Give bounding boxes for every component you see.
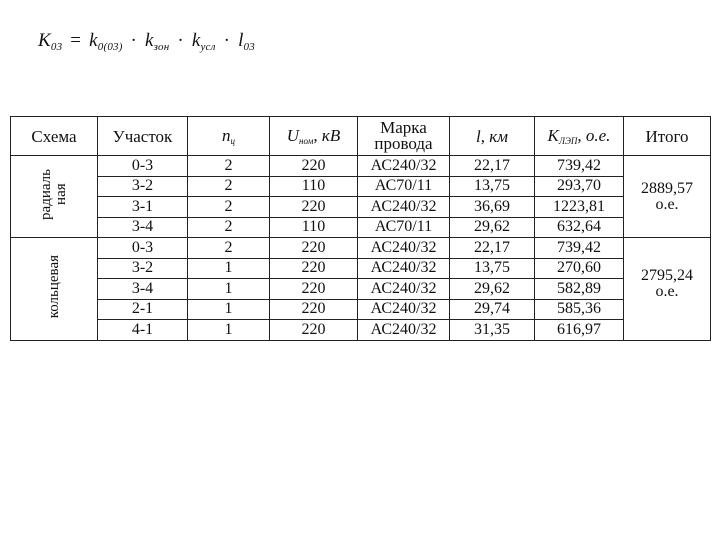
- header-length: l, км: [450, 117, 535, 156]
- cell-cost: 1223,81: [535, 197, 624, 218]
- formula-l: l: [238, 30, 244, 51]
- cell-cost: 632,64: [535, 217, 624, 238]
- formula-lhs: K: [38, 30, 51, 51]
- cell-voltage: 220: [270, 197, 358, 218]
- header-circuits: nц: [188, 117, 270, 156]
- cell-wire-brand: АС240/32: [358, 197, 450, 218]
- formula-kusl: k: [191, 30, 201, 51]
- cell-wire-brand: АС70/11: [358, 176, 450, 197]
- header-total: Итого: [624, 117, 711, 156]
- table-row: [11, 320, 711, 341]
- cell-circuits: 1: [188, 320, 270, 341]
- formula-kzon: k: [145, 30, 154, 51]
- table-row: [11, 197, 711, 218]
- cell-wire-brand: АС70/11: [358, 217, 450, 238]
- cell-voltage: 220: [270, 279, 358, 300]
- cell-wire-brand: АС240/32: [358, 299, 450, 320]
- formula-k0-sub: 0(03): [97, 41, 123, 53]
- cell-section: 0-3: [98, 156, 188, 177]
- cell-cost: 739,42: [535, 238, 624, 259]
- cell-cost: 582,89: [535, 279, 624, 300]
- cell-wire-brand: АС240/32: [358, 258, 450, 279]
- header-voltage: Uном, кВ: [270, 117, 358, 156]
- cell-section: 3-2: [98, 258, 188, 279]
- cell-circuits: 2: [188, 156, 270, 177]
- cell-section: 2-1: [98, 299, 188, 320]
- formula-dot: ·: [223, 30, 231, 51]
- cell-wire-brand: АС240/32: [358, 238, 450, 259]
- cell-length: 13,75: [450, 258, 535, 279]
- cell-cost: 585,36: [535, 299, 624, 320]
- table-row: [11, 156, 711, 177]
- cell-length: 29,74: [450, 299, 535, 320]
- cell-section: 0-3: [98, 238, 188, 259]
- formula-equals: =: [70, 30, 82, 51]
- formula-kusl-sub: усл: [200, 41, 216, 53]
- cell-section: 4-1: [98, 320, 188, 341]
- cell-length: 31,35: [450, 320, 535, 341]
- cell-voltage: 220: [270, 156, 358, 177]
- total-radial: 2889,57 о.е.: [624, 156, 711, 238]
- formula-lhs-sub: 03: [50, 41, 63, 53]
- cell-length: 29,62: [450, 217, 535, 238]
- table-row: [11, 217, 711, 238]
- cell-voltage: 110: [270, 217, 358, 238]
- cell-circuits: 2: [188, 197, 270, 218]
- cell-length: 36,69: [450, 197, 535, 218]
- header-row: [11, 117, 711, 156]
- header-scheme: Схема: [11, 117, 98, 156]
- cost-formula: [38, 30, 255, 53]
- cell-section: 3-4: [98, 217, 188, 238]
- cell-section: 3-1: [98, 197, 188, 218]
- cell-circuits: 1: [188, 279, 270, 300]
- comparison-table: [10, 116, 711, 341]
- header-wire-brand: Марка провода: [358, 117, 450, 156]
- formula-dot: ·: [177, 30, 184, 51]
- scheme-label-radial: радиаль ная: [11, 156, 98, 238]
- table-row: [11, 279, 711, 300]
- header-cost: KЛЭП, о.е.: [535, 117, 624, 156]
- cell-voltage: 220: [270, 299, 358, 320]
- formula-kzon-sub: зон: [153, 41, 170, 53]
- cell-voltage: 220: [270, 238, 358, 259]
- cell-cost: 616,97: [535, 320, 624, 341]
- table-row: [11, 238, 711, 259]
- cell-circuits: 2: [188, 217, 270, 238]
- cell-cost: 739,42: [535, 156, 624, 177]
- cell-section: 3-4: [98, 279, 188, 300]
- formula-dot: ·: [130, 30, 138, 51]
- cell-cost: 293,70: [535, 176, 624, 197]
- table-row: [11, 258, 711, 279]
- cell-wire-brand: АС240/32: [358, 320, 450, 341]
- table-row: [11, 176, 711, 197]
- cell-circuits: 1: [188, 258, 270, 279]
- cell-length: 13,75: [450, 176, 535, 197]
- cell-wire-brand: АС240/32: [358, 156, 450, 177]
- formula-l-sub: 03: [243, 41, 255, 53]
- cell-circuits: 1: [188, 299, 270, 320]
- table-row: [11, 299, 711, 320]
- cell-voltage: 110: [270, 176, 358, 197]
- cell-wire-brand: АС240/32: [358, 279, 450, 300]
- cell-length: 22,17: [450, 156, 535, 177]
- scheme-label-ring: кольцевая: [11, 238, 98, 341]
- cell-circuits: 2: [188, 176, 270, 197]
- cell-length: 29,62: [450, 279, 535, 300]
- cell-length: 22,17: [450, 238, 535, 259]
- formula-k0: k: [89, 30, 98, 51]
- cell-circuits: 2: [188, 238, 270, 259]
- cell-cost: 270,60: [535, 258, 624, 279]
- cell-voltage: 220: [270, 258, 358, 279]
- header-section: Участок: [98, 117, 188, 156]
- cell-voltage: 220: [270, 320, 358, 341]
- total-ring: 2795,24 о.е.: [624, 238, 711, 341]
- cell-section: 3-2: [98, 176, 188, 197]
